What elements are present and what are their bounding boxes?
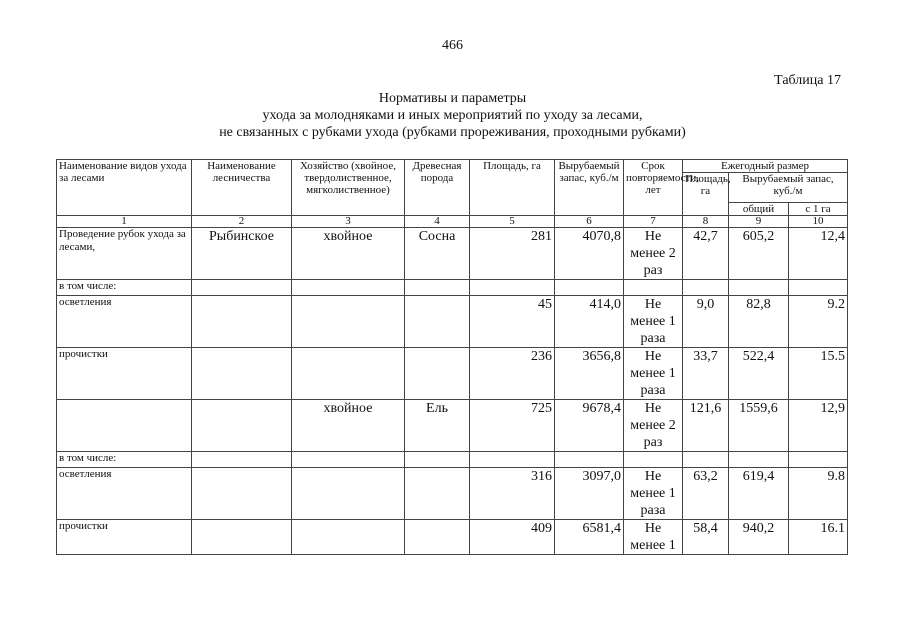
header-area: Площадь, га xyxy=(470,160,555,216)
header-work-type: Наименование видов ухода за лесами xyxy=(57,160,192,216)
stock-cell xyxy=(555,452,624,468)
header-annual: Ежегодный размер xyxy=(683,160,848,173)
period-cell xyxy=(624,452,683,468)
column-number: 4 xyxy=(405,216,470,228)
area-cell: 45 xyxy=(470,296,555,348)
annual-per-ha-cell xyxy=(789,280,848,296)
table-row xyxy=(57,228,848,280)
annual-total-cell: 605,2 xyxy=(729,228,789,280)
period-cell: Не менее 1 раза xyxy=(624,468,683,520)
stock-cell: 3097,0 xyxy=(555,468,624,520)
forestry-cell xyxy=(192,400,292,452)
stock-cell: 4070,8 xyxy=(555,228,624,280)
column-number: 10 xyxy=(789,216,848,228)
column-number: 8 xyxy=(683,216,729,228)
table-body xyxy=(57,228,848,555)
annual-area-cell: 121,6 xyxy=(683,400,729,452)
table-row xyxy=(57,296,848,348)
stock-cell xyxy=(555,280,624,296)
header-per-ha: с 1 га xyxy=(789,203,848,216)
table-row xyxy=(57,348,848,400)
column-number: 1 xyxy=(57,216,192,228)
document-title xyxy=(0,90,905,141)
area-cell: 236 xyxy=(470,348,555,400)
column-number: 5 xyxy=(470,216,555,228)
header-farm: Хозяйство (хвойное, твердолиственное, мягколиственное) xyxy=(292,160,405,216)
table-row xyxy=(57,452,848,468)
work-type-cell: Проведение рубок ухода за лесами, xyxy=(57,228,192,280)
column-number: 7 xyxy=(624,216,683,228)
page-number: 466 xyxy=(442,38,463,53)
table-header xyxy=(57,160,848,228)
annual-total-cell xyxy=(729,280,789,296)
annual-area-cell: 9,0 xyxy=(683,296,729,348)
header-period: Срок повторяемости, лет xyxy=(624,160,683,216)
stock-cell: 414,0 xyxy=(555,296,624,348)
table-row xyxy=(57,520,848,555)
annual-per-ha-cell: 12,4 xyxy=(789,228,848,280)
forestry-cell xyxy=(192,468,292,520)
species-cell: Сосна xyxy=(405,228,470,280)
area-cell: 409 xyxy=(470,520,555,555)
annual-per-ha-cell xyxy=(789,452,848,468)
forestry-cell xyxy=(192,280,292,296)
species-cell xyxy=(405,348,470,400)
species-cell xyxy=(405,280,470,296)
work-type-cell: осветления xyxy=(57,296,192,348)
work-type-cell: прочистки xyxy=(57,348,192,400)
area-cell xyxy=(470,452,555,468)
table-row xyxy=(57,468,848,520)
species-cell xyxy=(405,452,470,468)
header-stock: Вырубаемый запас, куб./м xyxy=(555,160,624,216)
area-cell xyxy=(470,280,555,296)
header-total: общий xyxy=(729,203,789,216)
period-cell: Не менее 1 раза xyxy=(624,296,683,348)
stock-cell: 9678,4 xyxy=(555,400,624,452)
column-number: 9 xyxy=(729,216,789,228)
farm-cell xyxy=(292,296,405,348)
area-cell: 281 xyxy=(470,228,555,280)
header-species: Древесная порода xyxy=(405,160,470,216)
annual-per-ha-cell: 15.5 xyxy=(789,348,848,400)
annual-area-cell: 42,7 xyxy=(683,228,729,280)
annual-area-cell xyxy=(683,280,729,296)
farm-cell xyxy=(292,468,405,520)
farm-cell xyxy=(292,280,405,296)
farm-cell: хвойное xyxy=(292,228,405,280)
column-number: 6 xyxy=(555,216,624,228)
title-line: Нормативы и параметры xyxy=(378,91,527,106)
annual-area-cell: 58,4 xyxy=(683,520,729,555)
species-cell: Ель xyxy=(405,400,470,452)
work-type-cell: осветления xyxy=(57,468,192,520)
period-cell: Не менее 1 раза xyxy=(624,348,683,400)
column-number: 3 xyxy=(292,216,405,228)
period-cell xyxy=(624,280,683,296)
species-cell xyxy=(405,296,470,348)
column-numbers-row xyxy=(57,216,848,228)
table-row xyxy=(57,400,848,452)
forestry-cell xyxy=(192,520,292,555)
work-type-cell: в том числе: xyxy=(57,280,192,296)
title-line: ухода за молодняками и иных мероприятий по уходу за лесами, xyxy=(262,108,643,123)
species-cell xyxy=(405,520,470,555)
title-line: не связанных с рубками ухода (рубками прореживания, проходными рубками) xyxy=(219,125,686,140)
farm-cell xyxy=(292,348,405,400)
header-cut-stock: Вырубаемый запас, куб./м xyxy=(729,173,848,203)
annual-total-cell: 940,2 xyxy=(729,520,789,555)
work-type-cell: прочистки xyxy=(57,520,192,555)
area-cell: 725 xyxy=(470,400,555,452)
header-annual-area: Площадь, га xyxy=(683,173,729,216)
table-row xyxy=(57,280,848,296)
annual-area-cell: 63,2 xyxy=(683,468,729,520)
header-forestry: Наименование лесничества xyxy=(192,160,292,216)
work-type-cell xyxy=(57,400,192,452)
species-cell xyxy=(405,468,470,520)
annual-total-cell xyxy=(729,452,789,468)
annual-area-cell xyxy=(683,452,729,468)
annual-area-cell: 33,7 xyxy=(683,348,729,400)
annual-per-ha-cell: 16.1 xyxy=(789,520,848,555)
farm-cell xyxy=(292,520,405,555)
table-label: Таблица 17 xyxy=(774,73,841,88)
forestry-cell xyxy=(192,296,292,348)
period-cell: Не менее 2 раз xyxy=(624,228,683,280)
farm-cell: хвойное xyxy=(292,400,405,452)
annual-per-ha-cell: 9.8 xyxy=(789,468,848,520)
annual-total-cell: 619,4 xyxy=(729,468,789,520)
stock-cell: 3656,8 xyxy=(555,348,624,400)
period-cell: Не менее 1 xyxy=(624,520,683,555)
stock-cell: 6581,4 xyxy=(555,520,624,555)
forestry-cell xyxy=(192,348,292,400)
work-type-cell: в том числе: xyxy=(57,452,192,468)
annual-total-cell: 82,8 xyxy=(729,296,789,348)
forestry-cell: Рыбинское xyxy=(192,228,292,280)
area-cell: 316 xyxy=(470,468,555,520)
period-cell: Не менее 2 раз xyxy=(624,400,683,452)
forestry-cell xyxy=(192,452,292,468)
annual-total-cell: 1559,6 xyxy=(729,400,789,452)
norms-table xyxy=(56,159,848,555)
column-number: 2 xyxy=(192,216,292,228)
farm-cell xyxy=(292,452,405,468)
annual-per-ha-cell: 12,9 xyxy=(789,400,848,452)
annual-total-cell: 522,4 xyxy=(729,348,789,400)
annual-per-ha-cell: 9.2 xyxy=(789,296,848,348)
